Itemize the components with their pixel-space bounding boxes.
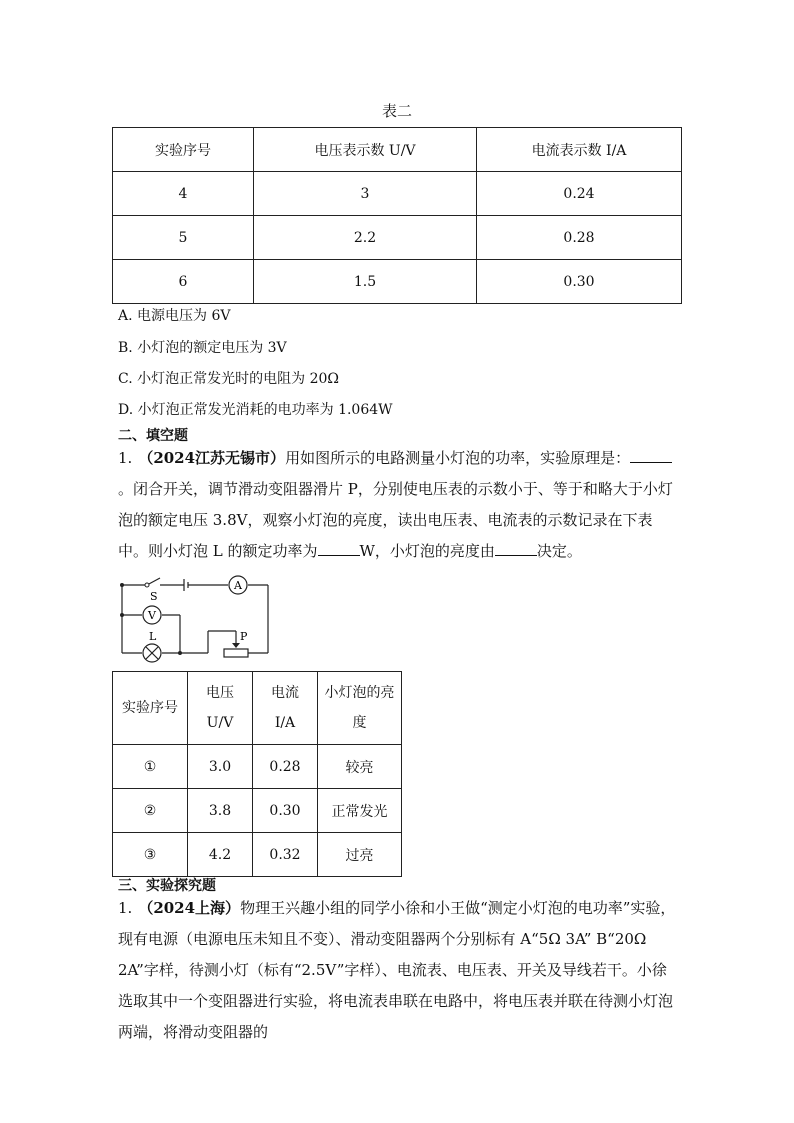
table-cell: ③ [113,833,188,877]
table-row [113,260,682,304]
table-row [113,789,402,833]
svg-text:V: V [148,609,156,622]
question-number: 1. [118,899,133,917]
voltmeter-icon [143,606,161,624]
question-text-c: W，小灯泡的亮度由 [359,542,495,560]
table-cell: 2.2 [254,216,477,260]
answer-blank[interactable] [495,541,537,556]
table-cell: 6 [113,260,254,304]
table-cell: ① [113,745,188,789]
table-cell: 1.5 [254,260,477,304]
ammeter-icon [229,576,247,594]
table-cell: 3.0 [188,745,253,789]
header-cell: 小灯泡的亮度 [318,672,402,745]
answer-blank[interactable] [318,541,360,556]
table-cell: 3 [254,172,477,216]
table-cell: 过亮 [318,833,402,877]
question-text-d: 决定。 [536,542,582,560]
header-cell: 电流 I/A [253,672,318,745]
table-cell: 0.30 [253,789,318,833]
table-header-row [113,672,402,745]
table-cell: 0.32 [253,833,318,877]
junction-dot [178,651,182,655]
data-table-3 [112,671,402,877]
switch-contact [145,583,149,587]
circuit-diagram [112,572,277,664]
option-c: C. 小灯泡正常发光时的电阻为 20Ω [118,371,339,387]
table-cell: 0.28 [477,216,682,260]
question-text-a: 用如图所示的电路测量小灯泡的功率，实验原理是： [285,449,631,467]
header-cell: 电流表示数 I/A [477,128,682,172]
junction-dot [120,583,124,587]
table-row [113,216,682,260]
table-cell: 0.28 [253,745,318,789]
question-paragraph-1 [118,443,678,567]
question-paragraph-2 [118,893,678,1048]
option-a: A. 电源电压为 6V [118,308,231,324]
lamp-icon [143,644,161,662]
question-text-b: 。闭合开关，调节滑动变阻器滑片 P，分别使电压表的示数小于、等于和略大于小灯泡的额定电压 3.8V，观察小灯泡的亮度，读出电压表、电流表的示数记录在下表中。则小灯泡 L 的额定功率为 [118,480,673,560]
table-caption: 表二 [381,102,412,120]
answer-blank[interactable] [630,448,672,463]
option-d: D. 小灯泡正常发光消耗的电功率为 1.064W [118,402,393,418]
question-source: （2024上海） [138,899,241,917]
table-cell: 4 [113,172,254,216]
lamp-label: L [149,630,157,643]
option-b: B. 小灯泡的额定电压为 3V [118,340,287,356]
table-cell: 较亮 [318,745,402,789]
question-number: 1. [118,449,133,467]
svg-text:A: A [234,579,242,592]
header-cell: 电压 U/V [188,672,253,745]
table-cell: 0.30 [477,260,682,304]
table-row [113,745,402,789]
slider-label: P [240,630,248,643]
table-cell: 正常发光 [318,789,402,833]
header-cell: 实验序号 [113,128,254,172]
rheostat-icon [224,643,248,657]
table-cell: 3.8 [188,789,253,833]
section-title-fill-blank: 二、填空题 [118,428,188,444]
junction-dot [120,613,124,617]
question-source: （2024江苏无锡市） [138,449,286,467]
table-row [113,833,402,877]
table-header-row [113,128,682,172]
table-cell: ② [113,789,188,833]
section-title-experiment: 三、实验探究题 [118,878,216,894]
header-cell: 电压表示数 U/V [254,128,477,172]
table-cell: 5 [113,216,254,260]
header-cell: 实验序号 [113,672,188,745]
table-cell: 0.24 [477,172,682,216]
switch-label: S [150,590,158,603]
question-text: 物理王兴趣小组的同学小徐和小王做“测定小灯泡的电功率”实验，现有电源（电源电压未知且不变）、滑动变阻器两个分别标有 A“5Ω 3A” B“20Ω 2A”字样，待测小灯（标有“2.5V”字样）、电流表、电压表、开关及导线若干。小徐选取其中一个变阻器进行实验，将电流表串联在电路中，将电压表并联在待测小灯泡两端，将滑动变阻器的 [118,899,676,1041]
data-table-2 [112,127,682,304]
table-cell: 4.2 [188,833,253,877]
table-row [113,172,682,216]
